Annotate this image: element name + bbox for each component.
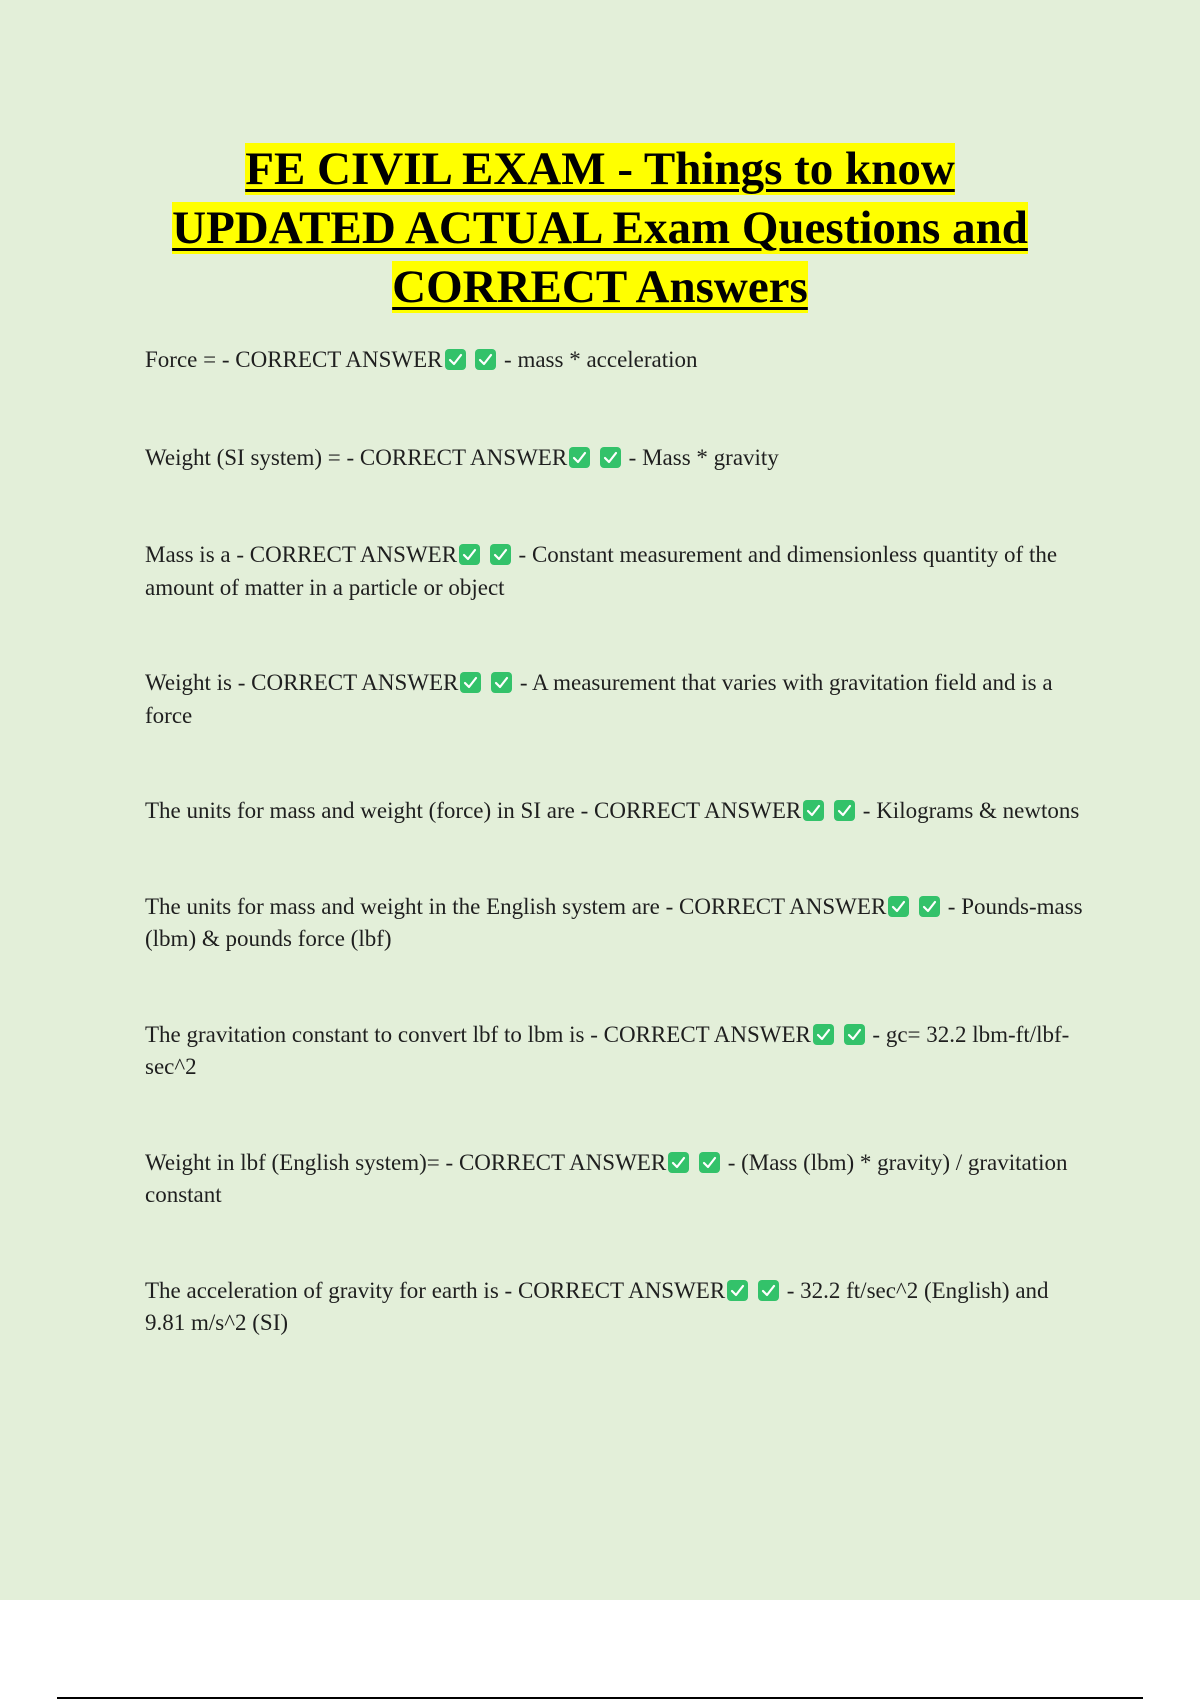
qa-item: Weight in lbf (English system)= - CORRECT ANSWER - (Mass (lbm) * gravity) / gravitation constant	[145, 1149, 1068, 1207]
answer-text: Constant measurement and dimensionless quantity of the amount of matter in a particle or object	[145, 542, 1058, 600]
check-mark-icon	[445, 349, 466, 370]
qa-item: Force = - CORRECT ANSWER - mass * acceleration	[145, 347, 698, 372]
check-mark-icon	[491, 672, 512, 693]
check-mark-icon	[844, 1024, 865, 1045]
answer-label: CORRECT ANSWER	[359, 444, 568, 470]
title-line-2: UPDATED ACTUAL Exam Questions and	[172, 202, 1028, 254]
check-mark-icon	[919, 896, 940, 917]
answer-label: CORRECT ANSWER	[458, 1149, 667, 1175]
answer-label: CORRECT ANSWER	[603, 1021, 811, 1047]
question-text: Weight in lbf (English system)=	[145, 1149, 440, 1175]
question-text: Mass is a	[145, 542, 231, 567]
check-mark-icon	[813, 1024, 834, 1045]
title-line-1: FE CIVIL EXAM - Things to know	[245, 143, 955, 195]
answer-label: CORRECT ANSWER	[517, 1277, 726, 1303]
qa-item: The units for mass and weight (force) in SI are - CORRECT ANSWER - Kilograms & newtons	[145, 798, 1080, 823]
check-mark-icon	[569, 447, 590, 468]
qa-list	[145, 344, 1090, 1403]
document-title	[100, 140, 1100, 317]
check-mark-icon	[459, 544, 480, 565]
answer-text: mass * acceleration	[517, 347, 698, 372]
qa-item: Weight is - CORRECT ANSWER - A measurement that varies with gravitation field and is a force	[145, 670, 1053, 728]
check-mark-icon	[888, 896, 909, 917]
check-mark-icon	[727, 1280, 748, 1301]
answer-text: (Mass (lbm) * gravity) / gravitation constant	[145, 1149, 1068, 1207]
qa-item: The acceleration of gravity for earth is - CORRECT ANSWER - 32.2 ft/sec^2 (English) and 9.81 m/s^2 (SI)	[145, 1277, 1049, 1335]
answer-text: Kilograms & newtons	[876, 798, 1080, 823]
answer-text: Pounds-mass (lbm) & pounds force (lbf)	[145, 893, 1083, 951]
check-mark-icon	[460, 672, 481, 693]
answer-label: CORRECT ANSWER	[594, 798, 802, 823]
check-mark-icon	[600, 447, 621, 468]
check-mark-icon	[803, 800, 824, 821]
check-mark-icon	[668, 1152, 689, 1173]
check-mark-icon	[699, 1152, 720, 1173]
title-line-3: CORRECT Answers	[392, 261, 808, 313]
question-text: Weight (SI system) =	[145, 444, 341, 470]
question-text: Weight is	[145, 670, 232, 695]
answer-text: Mass * gravity	[642, 444, 779, 470]
qa-item: Mass is a - CORRECT ANSWER - Constant measurement and dimensionless quantity of the amount of matter in a particle or object	[145, 542, 1058, 600]
question-text: The units for mass and weight (force) in SI are	[145, 798, 575, 823]
check-mark-icon	[490, 544, 511, 565]
answer-text: A measurement that varies with gravitation field and is a force	[145, 670, 1053, 728]
footer-divider	[57, 1697, 1143, 1699]
answer-label: CORRECT ANSWER	[235, 347, 443, 372]
answer-label: CORRECT ANSWER	[249, 542, 458, 567]
qa-item: The units for mass and weight in the English system are - CORRECT ANSWER - Pounds-mass (lbm) & pounds force (lbf)	[145, 893, 1083, 951]
question-text: The gravitation constant to convert lbf to lbm is	[145, 1021, 585, 1047]
qa-item: The gravitation constant to convert lbf to lbm is - CORRECT ANSWER - gc= 32.2 lbm-ft/lbf-sec^2	[145, 1021, 1070, 1079]
check-mark-icon	[834, 800, 855, 821]
check-mark-icon	[758, 1280, 779, 1301]
answer-text: 32.2 ft/sec^2 (English) and 9.81 m/s^2 (SI)	[145, 1277, 1049, 1335]
answer-label: CORRECT ANSWER	[679, 893, 887, 919]
question-text: The units for mass and weight in the English system are	[145, 893, 660, 919]
check-mark-icon	[475, 349, 496, 370]
qa-item: Weight (SI system) = - CORRECT ANSWER - Mass * gravity	[145, 444, 779, 470]
question-text: The acceleration of gravity for earth is	[145, 1277, 499, 1303]
answer-label: CORRECT ANSWER	[251, 670, 459, 695]
answer-text: gc= 32.2 lbm-ft/lbf-sec^2	[145, 1021, 1070, 1079]
question-text: Force =	[145, 347, 217, 372]
